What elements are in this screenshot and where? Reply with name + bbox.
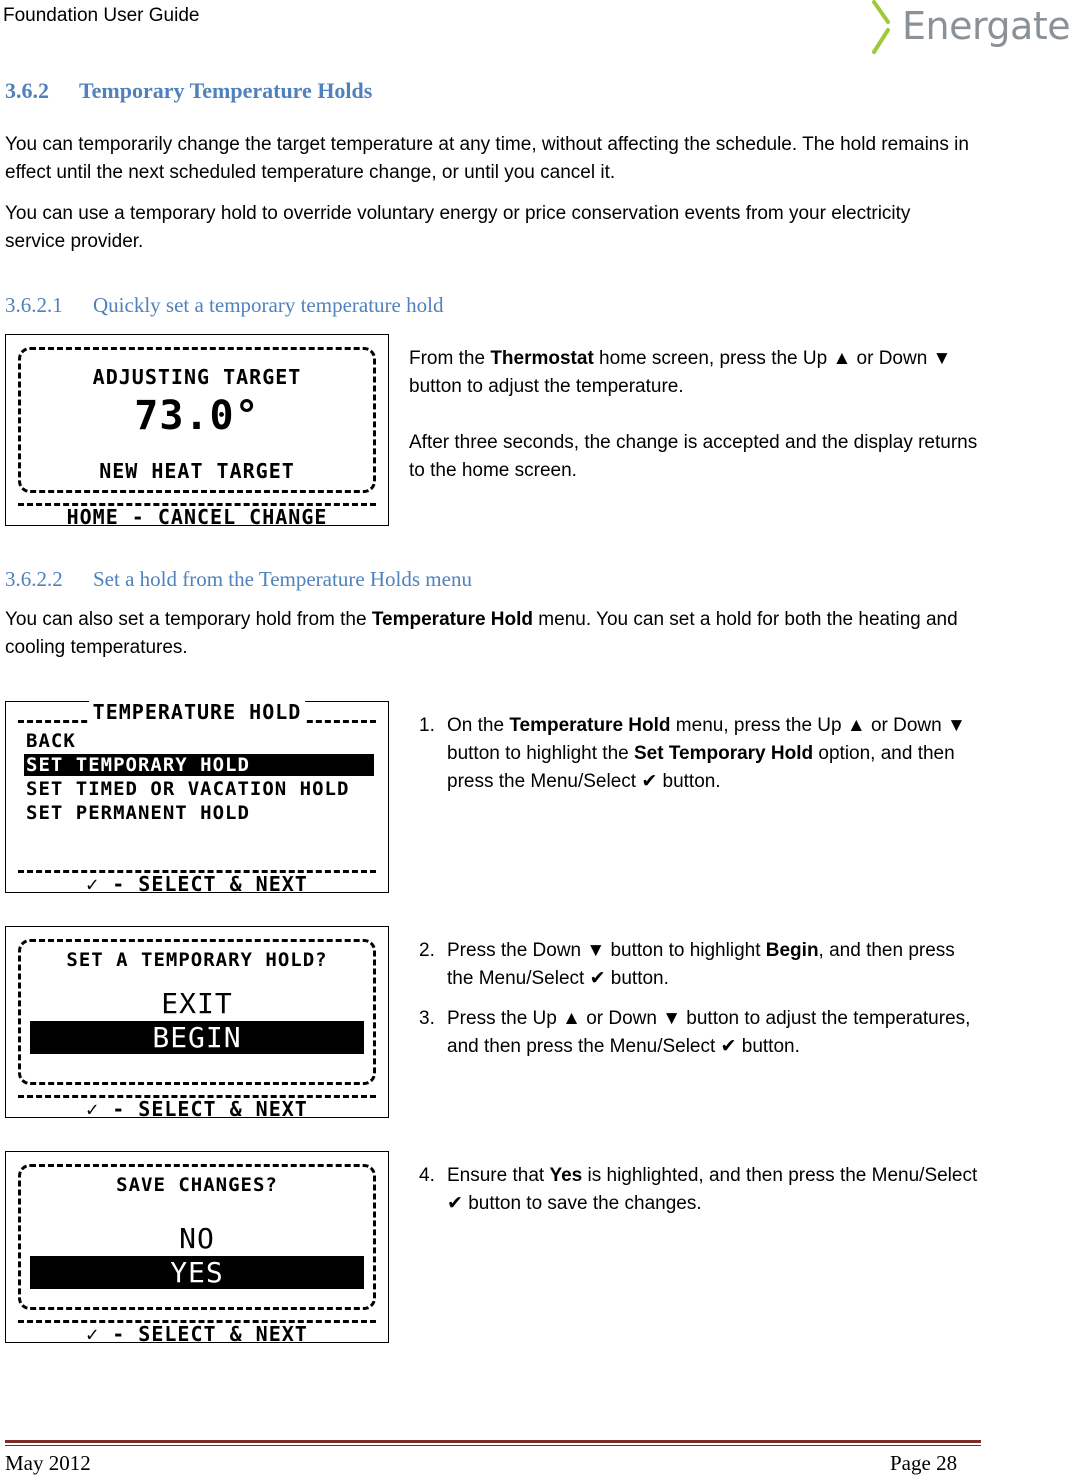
text: menu. You can set a hold for both the heating and cooling temperatures. (5, 609, 958, 658)
bold-text: Temperature Hold (509, 715, 671, 736)
section-title: Temporary Temperature Holds (79, 78, 373, 103)
sub1-instruction-b: After three seconds, the change is accepted and the display returns to the home screen. (409, 432, 978, 481)
lcd-menu-item: SET PERMANENT HOLD (26, 802, 250, 824)
lcd-menu-item: BACK (26, 730, 76, 752)
list-item (409, 937, 979, 993)
text: Ensure that (447, 1165, 550, 1186)
text: menu, press the Up ▲ or Down ▼ button to highlight the (447, 715, 966, 764)
steps-list-c (409, 1162, 979, 1230)
bold-text: Yes (549, 1165, 583, 1186)
logo-chevron-icon (868, 0, 898, 56)
lcd-title (6, 700, 388, 724)
footer-page-number: Page 28 (890, 1451, 958, 1475)
text: option, and then press the Menu/Select ✔ button. (447, 743, 955, 792)
footer-rule-thin (5, 1445, 981, 1446)
lcd-option-highlighted: YES (30, 1256, 364, 1289)
text: , and then press the Menu/Select ✔ button. (447, 940, 955, 989)
step-number: 1. (419, 715, 435, 736)
lcd-screen-set-temporary-hold (5, 926, 389, 1121)
subsection-title: Set a hold from the Temperature Holds menu (93, 567, 472, 591)
list-item (409, 1162, 979, 1218)
steps-list-a (409, 712, 979, 808)
logo-wordmark: Energate (902, 4, 1070, 48)
text: On the (447, 715, 510, 736)
lcd-screen-temperature-hold (5, 700, 389, 896)
lcd-line: NEW HEAT TARGET (99, 459, 295, 483)
footer-date: May 2012 (5, 1451, 91, 1475)
sub1-instruction-a (409, 345, 984, 401)
subsection-number: 3.6.2.1 (5, 293, 63, 317)
lcd-screen-save-changes (5, 1151, 389, 1346)
step-number: 2. (419, 940, 435, 961)
list-item (409, 1005, 979, 1061)
lcd-title: SET A TEMPORARY HOLD? (66, 949, 328, 971)
lcd-option-highlighted: BEGIN (30, 1021, 364, 1054)
text: Press the Down ▼ button to highlight (447, 940, 766, 961)
lcd-temperature: 73.0° (134, 393, 260, 439)
step-number: 3. (419, 1008, 435, 1029)
lcd-screen-adjusting-target (5, 334, 389, 529)
lcd-footer: HOME - CANCEL CHANGE (66, 505, 328, 529)
lcd-footer: ✓ - SELECT & NEXT (86, 1322, 308, 1346)
bold-text: Temperature Hold (371, 609, 534, 630)
energate-logo (868, 0, 1070, 56)
section-number: 3.6.2 (5, 78, 49, 103)
section-paragraph-1: You can temporarily change the target temperature at any time, without affecting the schedule. The hold remains in effect until the next scheduled temperature change, or until you cancel it. (5, 134, 969, 183)
list-item (409, 712, 979, 796)
subsection-title: Quickly set a temporary temperature hold (93, 293, 444, 317)
text: From the (409, 348, 491, 369)
subsection-heading-2 (5, 567, 472, 592)
steps-list-b (409, 937, 979, 1073)
section-paragraph-2: You can use a temporary hold to override voluntary energy or price conservation events from your electricity service provider. (5, 203, 911, 252)
lcd-menu-item-highlighted: SET TEMPORARY HOLD (24, 754, 374, 776)
bold-text: Begin (765, 940, 819, 961)
lcd-footer: ✓ - SELECT & NEXT (86, 872, 308, 896)
lcd-option: NO (179, 1222, 215, 1255)
text: Press the Up ▲ or Down ▼ button to adjust the temperatures, and then press the Menu/Select ✔ button. (447, 1008, 971, 1057)
step-number: 4. (419, 1165, 435, 1186)
text: You can also set a temporary hold from the (5, 609, 372, 630)
footer-rule (5, 1440, 981, 1443)
lcd-line: ADJUSTING TARGET (92, 365, 302, 389)
running-header-title: Foundation User Guide (3, 5, 200, 26)
lcd-menu-item: SET TIMED OR VACATION HOLD (26, 778, 350, 800)
text: is highlighted, and then press the Menu/Select ✔ button to save the changes. (447, 1165, 978, 1214)
lcd-title: SAVE CHANGES? (116, 1174, 278, 1196)
text: home screen, press the Up ▲ or Down ▼ button to adjust the temperature. (409, 348, 952, 397)
sub2-intro (5, 606, 980, 662)
lcd-footer: ✓ - SELECT & NEXT (86, 1097, 308, 1121)
section-heading (5, 78, 372, 104)
bold-text: Set Temporary Hold (633, 743, 814, 764)
subsection-heading-1 (5, 293, 443, 318)
lcd-option: EXIT (161, 987, 233, 1020)
subsection-number: 3.6.2.2 (5, 567, 63, 591)
lcd-title-text: TEMPERATURE HOLD (89, 700, 306, 724)
bold-text: Thermostat (490, 348, 594, 369)
